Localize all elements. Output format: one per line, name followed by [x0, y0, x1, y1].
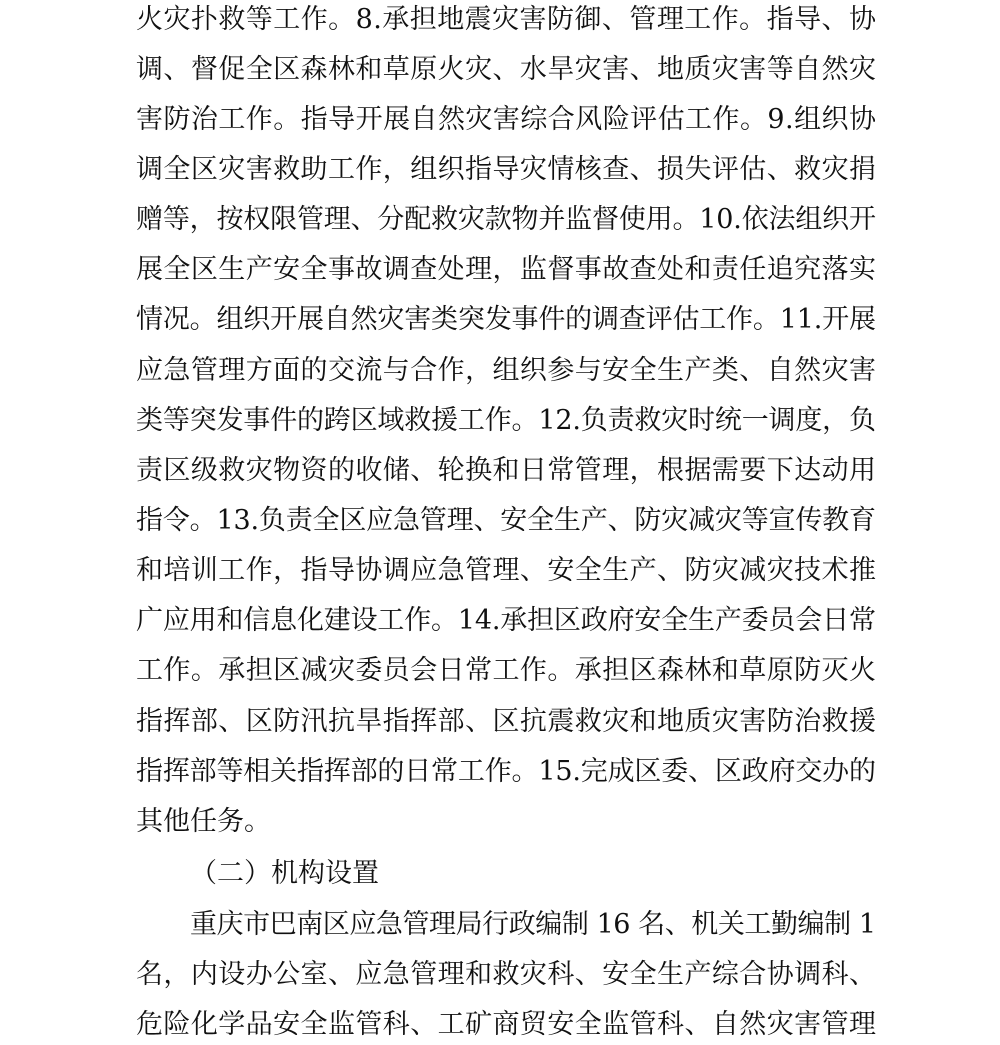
body-line-6: 展全区生产安全事故调查处理，监督事故查处和责任追究落实: [136, 254, 877, 285]
section-heading: （二）机构设置: [190, 858, 379, 889]
section-line-3: 危险化学品安全监管科、工矿商贸安全监管科、自然灾害管理: [136, 1009, 877, 1040]
body-line-13: 广应用和信息化建设工作。14.承担区政府安全生产委员会日常: [136, 605, 876, 636]
section-line-1: 重庆市巴南区应急管理局行政编制 16 名、机关工勤编制 1: [190, 909, 876, 940]
body-line-7: 情况。组织开展自然灾害类突发事件的调查评估工作。11.开展: [136, 304, 876, 335]
body-line-3: 害防治工作。指导开展自然灾害综合风险评估工作。9.组织协: [136, 104, 877, 135]
body-line-2: 调、督促全区森林和草原火灾、水旱灾害、地质灾害等自然灾: [136, 54, 877, 85]
body-line-9: 类等突发事件的跨区域救援工作。12.负责救灾时统一调度，负: [136, 405, 876, 436]
body-line-16: 指挥部等相关指挥部的日常工作。15.完成区委、区政府交办的: [136, 756, 876, 787]
body-line-14: 工作。承担区减灾委员会日常工作。承担区森林和草原防灭火: [136, 655, 877, 686]
body-line-15: 指挥部、区防汛抗旱指挥部、区抗震救灾和地质灾害防治救援: [136, 706, 877, 737]
body-line-17: 其他任务。: [136, 806, 271, 837]
body-line-4: 调全区灾害救助工作，组织指导灾情核查、损失评估、救灾捐: [136, 154, 877, 185]
body-line-8: 应急管理方面的交流与合作，组织参与安全生产类、自然灾害: [136, 355, 877, 386]
body-line-11: 指令。13.负责全区应急管理、安全生产、防灾减灾等宣传教育: [136, 505, 876, 536]
section-line-2: 名，内设办公室、应急管理和救灾科、安全生产综合协调科、: [136, 959, 877, 990]
body-line-12: 和培训工作，指导协调应急管理、安全生产、防灾减灾技术推: [136, 555, 877, 586]
body-line-5: 赠等，按权限管理、分配救灾款物并监督使用。10.依法组织开: [136, 204, 876, 235]
body-line-1: 火灾扑救等工作。8.承担地震灾害防御、管理工作。指导、协: [136, 4, 877, 35]
body-line-10: 责区级救灾物资的收储、轮换和日常管理，根据需要下达动用: [136, 455, 877, 486]
